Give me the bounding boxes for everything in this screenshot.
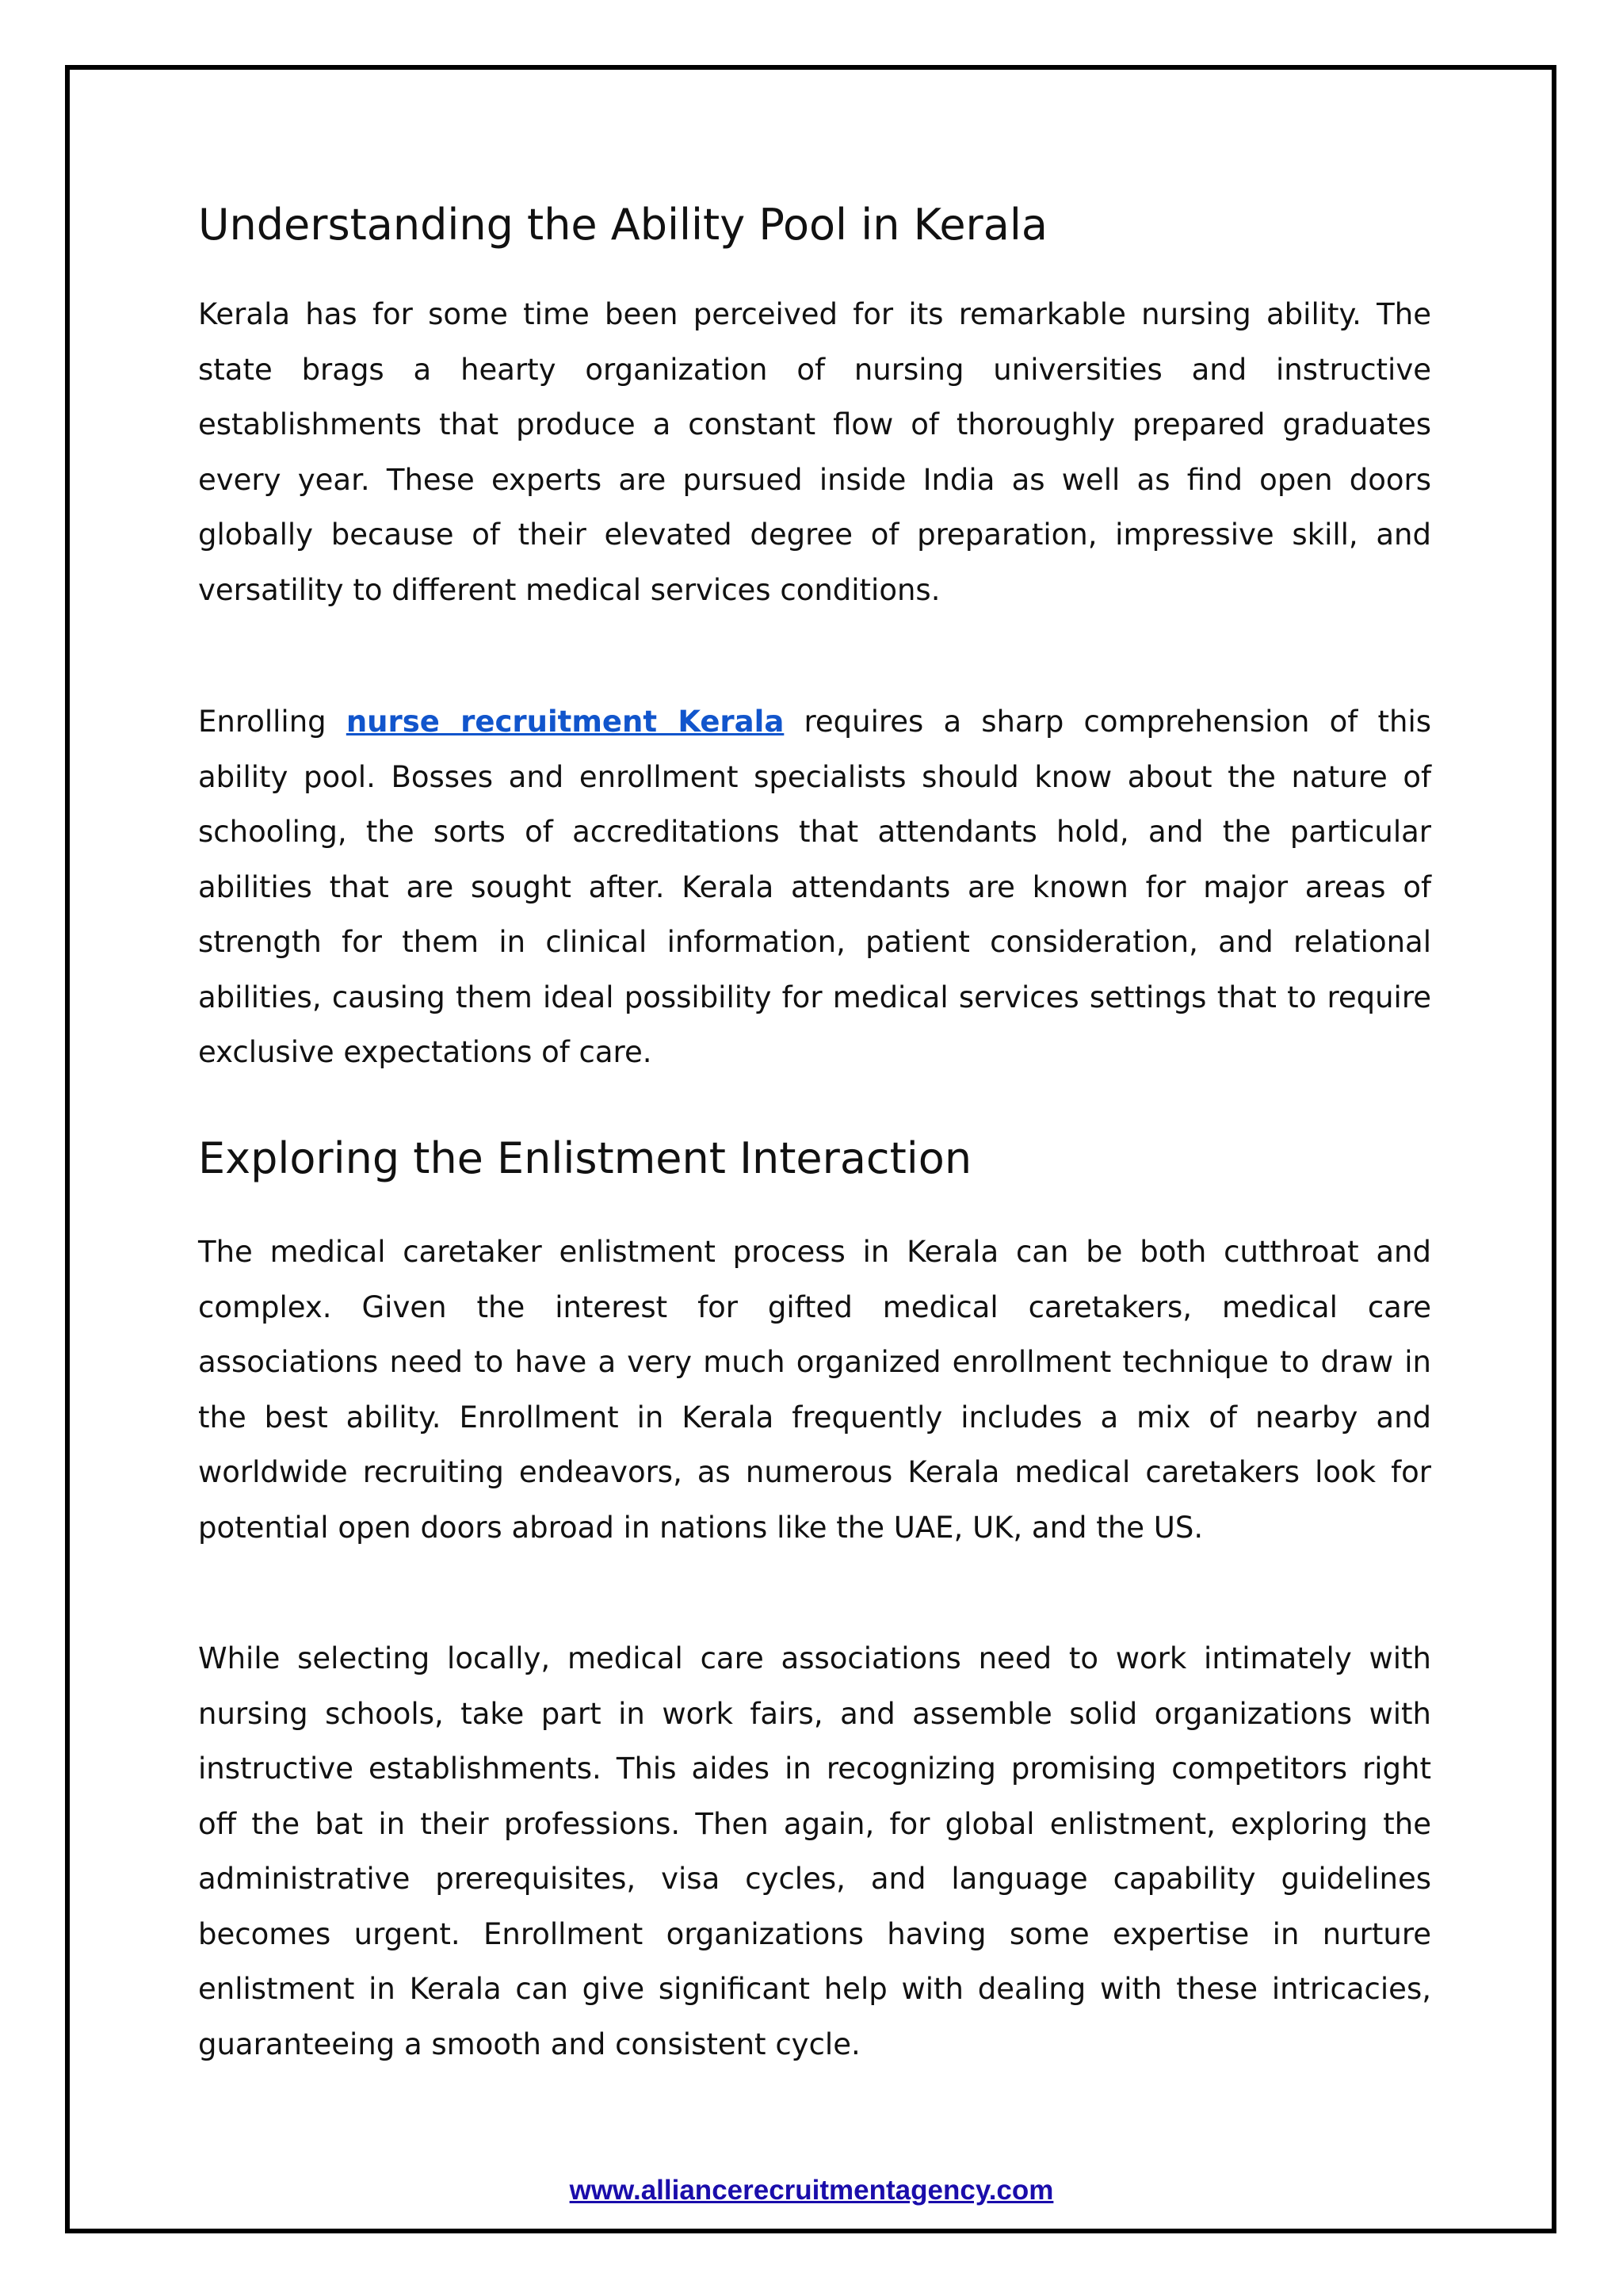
- footer-website-link[interactable]: www.alliancerecruitmentagency.com: [569, 2175, 1054, 2206]
- nurse-recruitment-kerala-link[interactable]: nurse recruitment Kerala: [346, 705, 785, 739]
- paragraph-ability-pool-1: Kerala has for some time been perceived for its remarkable nursing ability. The state brags a hearty organization of nursing universities and instructive establishments that produce a constant flow of thoroughly prepared graduates every year. These experts are pursued inside India as well as find open doors globally because of their elevated degree of preparation, impressive skill, and versatility to different medical services conditions.: [198, 297, 1431, 607]
- paragraph-text-before-link: Enrolling: [198, 705, 346, 739]
- section-heading-enlistment: Exploring the Enlistment Interaction: [198, 1133, 972, 1183]
- paragraph-ability-pool-2: [198, 694, 1431, 1080]
- paragraph-enlistment-1: The medical caretaker enlistment process in Kerala can be both cutthroat and complex. Given the interest for gifted medical caretakers, medical care associations need to have a very much organized enrollment technique to draw in the best ability. Enrollment in Kerala frequently includes a mix of nearby and worldwide recruiting endeavors, as numerous Kerala medical caretakers look for potential open doors abroad in nations like the UAE, UK, and the US.: [198, 1235, 1431, 1545]
- paragraph-text-after-link: requires a sharp comprehension of this ability pool. Bosses and enrollment specialists should know about the nature of schooling, the sorts of accreditations that attendants hold, and the particular abilities that are sought after. Kerala attendants are known for major areas of strength for them in clinical information, patient consideration, and relational abilities, causing them ideal possibility for medical services settings that to require exclusive expectations of care.: [198, 705, 1432, 1069]
- section-heading-ability-pool: Understanding the Ability Pool in Kerala: [198, 200, 1048, 250]
- paragraph-enlistment-2: While selecting locally, medical care associations need to work intimately with nursing schools, take part in work fairs, and assemble solid organizations with instructive establishments. This aides in recognizing promising competitors right off the bat in their professions. Then again, for global enlistment, exploring the administrative prerequisites, visa cycles, and language capability guidelines becomes urgent. Enrollment organizations having some expertise in nurture enlistment in Kerala can give significant help with dealing with these intricacies, guaranteeing a smooth and consistent cycle.: [198, 1641, 1431, 2061]
